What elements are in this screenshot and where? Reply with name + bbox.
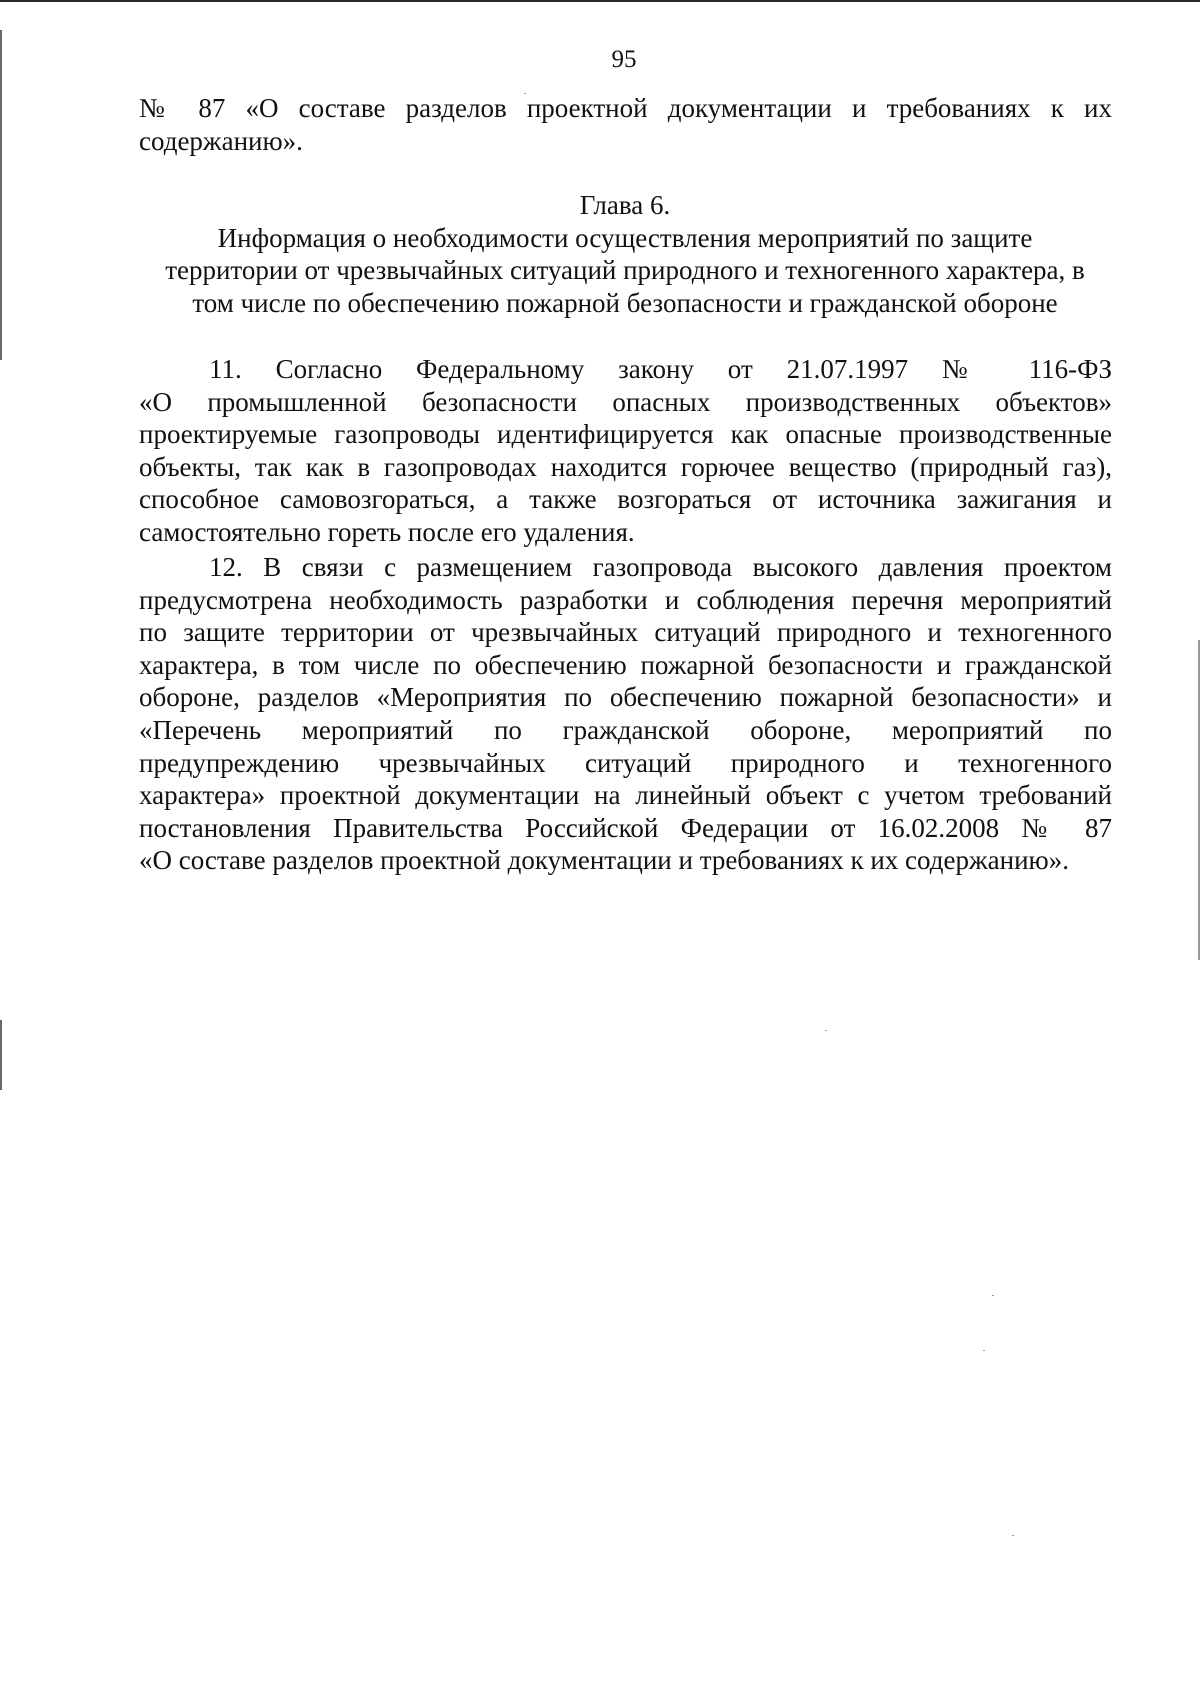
text-line: способное самовозгораться, а также возгораться от источника зажигания и (139, 484, 1112, 515)
continuation-text (139, 92, 1112, 157)
text-line: характера, в том числе по обеспечению пожарной безопасности и гражданской (139, 649, 1112, 680)
paragraph-11 (139, 353, 1112, 549)
chapter-number: Глава 6. (579, 190, 671, 220)
scan-top-border (0, 0, 1200, 2)
chapter-title-line: Информация о необходимости осуществления мероприятий по защите (217, 222, 1033, 253)
scan-speck (983, 1350, 985, 1351)
text-line: предусмотрена необходимость разработки и соблюдения перечня мероприятий (139, 584, 1112, 615)
scan-speck (825, 1030, 827, 1031)
text-line: проектируемые газопроводы идентифицируется как опасные производственные (139, 419, 1112, 450)
chapter-title-line: том числе по обеспечению пожарной безопасности и гражданской обороне (192, 287, 1058, 318)
scan-left-border (0, 1020, 2, 1090)
text-line: характера» проектной документации на линейный объект с учетом требований (139, 780, 1112, 811)
text-line: 12. В связи с размещением газопровода высокого давления проектом (209, 552, 1112, 582)
text-line: «Перечень мероприятий по гражданской обороне, мероприятий по (139, 714, 1112, 745)
chapter-title-line: территории от чрезвычайных ситуаций природного и техногенного характера, в (165, 255, 1085, 285)
text-line: «О промышленной безопасности опасных производственных объектов» (139, 386, 1112, 417)
scan-left-border (0, 30, 2, 360)
text-line: № 87 «О составе разделов проектной документации и требованиях к их (139, 93, 1112, 123)
scan-speck (1012, 1535, 1014, 1536)
text-line: «О составе разделов проектной документации и требованиях к их содержанию». (139, 845, 1069, 876)
page-number: 95 (611, 46, 637, 73)
text-line: по защите территории от чрезвычайных ситуаций природного и техногенного (139, 617, 1112, 648)
chapter-heading (130, 189, 1120, 319)
paragraph-12 (139, 551, 1112, 877)
text-line: 11. Согласно Федеральному закону от 21.07.1997 № 116-ФЗ (209, 354, 1112, 384)
text-line: самостоятельно гореть после его удаления. (139, 516, 635, 547)
text-line: предупреждению чрезвычайных ситуаций природного и техногенного (139, 747, 1112, 778)
scan-speck (992, 1295, 994, 1296)
text-line: постановления Правительства Российской Федерации от 16.02.2008 № 87 (139, 812, 1112, 843)
text-line: объекты, так как в газопроводах находится горючее вещество (природный газ), (139, 451, 1112, 482)
text-line: содержанию». (139, 125, 303, 156)
text-line: обороне, разделов «Мероприятия по обеспечению пожарной безопасности» и (139, 682, 1112, 713)
